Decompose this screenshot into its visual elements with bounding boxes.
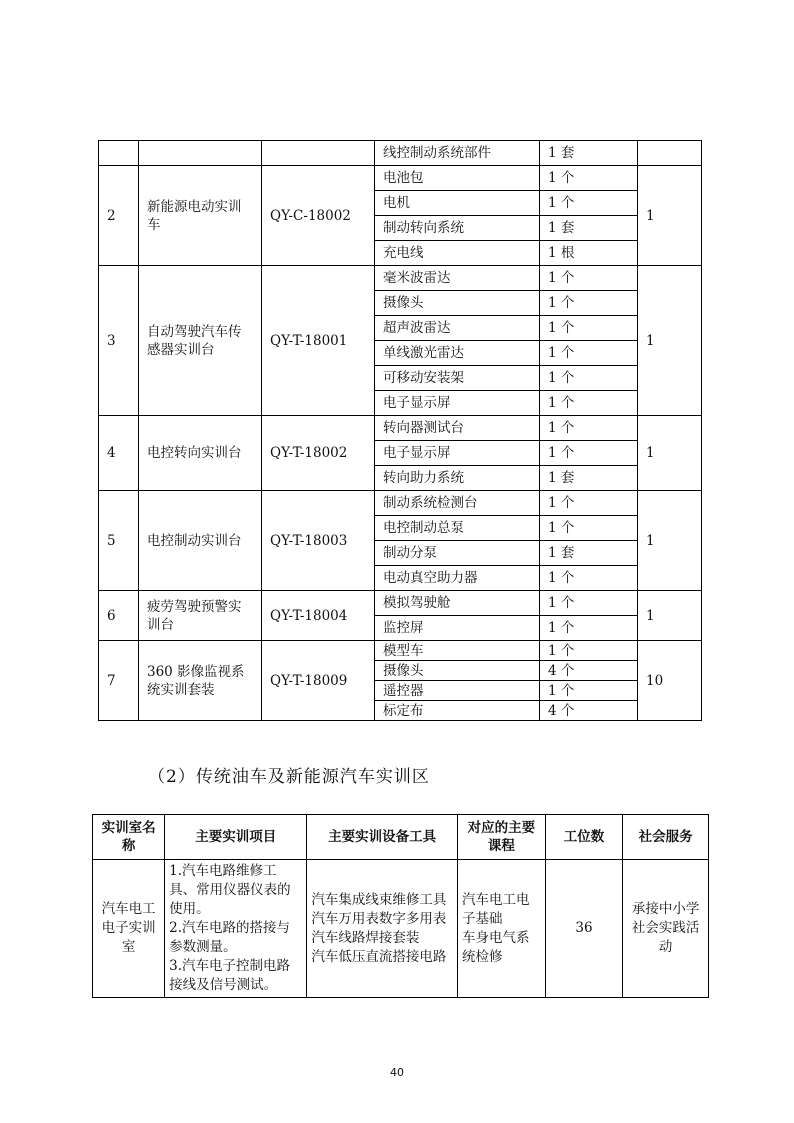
table-row [99,591,702,616]
project-item: 1.汽车电路维修工具、常用仪器仪表的使用。 [169,863,291,917]
part-cell: 摄像头 [375,661,540,681]
table-row [99,641,702,661]
equipment-item: 汽车集成线束维修工具 [311,891,447,908]
qty-cell: 1 个 [540,166,638,191]
equipment-item: 汽车线路焊接套装 [311,929,420,946]
count-cell: 1 [638,491,702,591]
table-row [99,166,702,191]
part-cell: 线控制动系统部件 [375,141,540,166]
qty-cell: 1 个 [540,341,638,366]
model-cell: QY-T-18009 [262,641,375,721]
model-cell: QY-T-18002 [262,416,375,491]
part-cell: 可移动安装架 [375,366,540,391]
project-item: 3.汽车电子控制电路接线及信号测试。 [169,958,291,993]
part-cell: 电池包 [375,166,540,191]
continuation-row [99,141,702,166]
equipment-name-cell: 新能源电动实训车 [139,166,262,266]
part-cell: 超声波雷达 [375,316,540,341]
page-number: 40 [390,1066,404,1079]
row-number-cell: 2 [99,166,139,266]
training-room-table [92,814,709,998]
qty-cell: 4 个 [540,661,638,681]
qty-cell: 1 套 [540,216,638,241]
equipment-item: 汽车万用表数字多用表 [311,910,447,927]
qty-cell: 1 个 [540,641,638,661]
equipment-cell [307,860,458,998]
count-cell: 1 [638,166,702,266]
qty-cell: 1 个 [540,291,638,316]
part-cell: 单线激光雷达 [375,341,540,366]
room-cell: 汽车电工电子实训室 [93,860,165,998]
service-cell: 承接中小学社会实践活动 [623,860,709,998]
qty-cell: 1 套 [540,141,638,166]
count-cell: 1 [638,266,702,416]
qty-cell: 1 个 [540,681,638,701]
qty-cell: 1 个 [540,416,638,441]
header-row [93,815,709,860]
part-cell: 毫米波雷达 [375,266,540,291]
table-row [99,266,702,291]
equipment-name-cell: 电控制动实训台 [139,491,262,591]
model-cell: QY-T-18004 [262,591,375,641]
part-cell: 模拟驾驶舱 [375,591,540,616]
header-equipment: 主要实训设备工具 [307,815,458,860]
course-item: 车身电气系统检修 [461,929,530,965]
part-cell: 制动转向系统 [375,216,540,241]
part-cell: 电子显示屏 [375,391,540,416]
part-cell: 遥控器 [375,681,540,701]
qty-cell: 1 套 [540,541,638,566]
header-room: 实训室名称 [93,815,165,860]
part-cell: 充电线 [375,241,540,266]
part-cell: 模型车 [375,641,540,661]
part-cell: 电控制动总泵 [375,516,540,541]
header-projects: 主要实训项目 [165,815,307,860]
row-number-cell: 4 [99,416,139,491]
equipment-table [98,140,702,721]
stations-cell: 36 [545,860,622,998]
row-number-cell: 6 [99,591,139,641]
qty-cell: 1 个 [540,266,638,291]
qty-cell: 1 个 [540,441,638,466]
qty-cell: 1 个 [540,191,638,216]
equipment-name-cell: 自动驾驶汽车传感器实训台 [139,266,262,416]
count-cell: 1 [638,591,702,641]
qty-cell: 1 套 [540,466,638,491]
part-cell: 制动系统检测台 [375,491,540,516]
header-courses: 对应的主要课程 [457,815,545,860]
qty-cell: 1 个 [540,366,638,391]
count-cell: 10 [638,641,702,721]
row-number-cell: 3 [99,266,139,416]
project-item: 2.汽车电路的搭接与参数测量。 [169,920,291,955]
header-stations: 工位数 [545,815,622,860]
equipment-item: 汽车低压直流搭接电路 [311,948,447,965]
qty-cell: 1 个 [540,491,638,516]
count-cell: 1 [638,416,702,491]
part-cell: 监控屏 [375,616,540,641]
table-row [93,860,709,998]
model-cell: QY-T-18003 [262,491,375,591]
part-cell: 转向助力系统 [375,466,540,491]
qty-cell: 4 个 [540,701,638,721]
part-cell: 电子显示屏 [375,441,540,466]
part-cell: 摄像头 [375,291,540,316]
qty-cell: 1 个 [540,316,638,341]
table-row [99,491,702,516]
equipment-name-cell: 电控转向实训台 [139,416,262,491]
row-number-cell: 5 [99,491,139,591]
qty-cell: 1 个 [540,391,638,416]
part-cell: 电机 [375,191,540,216]
model-cell: QY-C-18002 [262,166,375,266]
qty-cell: 1 个 [540,516,638,541]
qty-cell: 1 个 [540,616,638,641]
model-cell: QY-T-18001 [262,266,375,416]
equipment-name-cell: 360 影像监视系统实训套装 [139,641,262,721]
part-cell: 标定布 [375,701,540,721]
equipment-name-cell: 疲劳驾驶预警实训台 [139,591,262,641]
table-row [99,416,702,441]
section-heading: （2）传统油车及新能源汽车实训区 [148,767,430,787]
projects-cell [165,860,307,998]
part-cell: 转向器测试台 [375,416,540,441]
qty-cell: 1 根 [540,241,638,266]
part-cell: 电动真空助力器 [375,566,540,591]
qty-cell: 1 个 [540,591,638,616]
row-number-cell: 7 [99,641,139,721]
part-cell: 制动分泵 [375,541,540,566]
qty-cell: 1 个 [540,566,638,591]
header-service: 社会服务 [623,815,709,860]
courses-cell [457,860,545,998]
course-item: 汽车电工电子基础 [461,891,530,927]
